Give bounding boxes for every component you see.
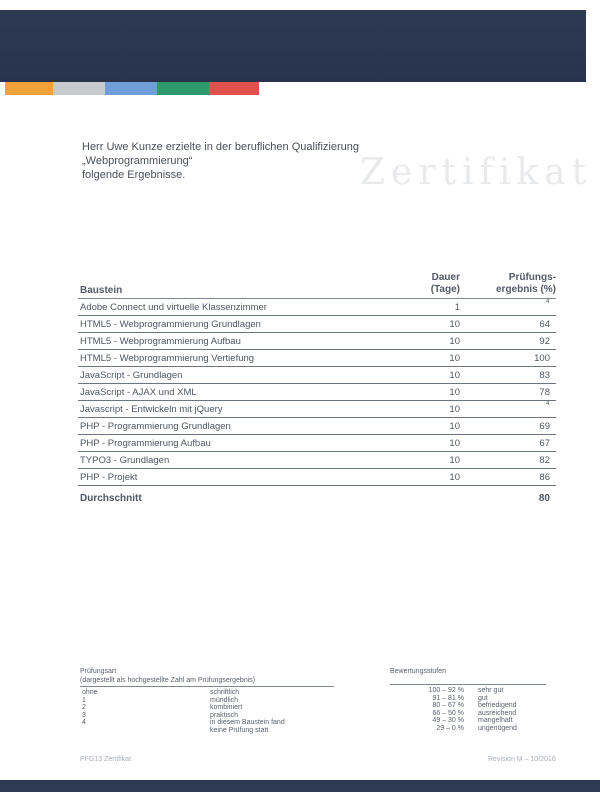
row-dauer: 10 [449, 370, 460, 381]
col-header-dauer-line2: (Tage) [430, 284, 460, 295]
table-row [78, 299, 556, 316]
row-dauer: 10 [449, 353, 460, 364]
intro-line-3: folgende Ergebnisse. [82, 169, 186, 181]
legend-pruefungsart-divider [80, 686, 334, 687]
color-strip-green [157, 82, 209, 95]
row-ergebnis: 67 [539, 438, 550, 449]
row-pruefungsart: 4 [546, 299, 550, 305]
footer-revision: Revision M – 10/2016 [488, 756, 556, 763]
legend-value: kombiniert [210, 704, 243, 711]
watermark: Zertifikat [360, 152, 593, 193]
legend-key: 4 [82, 719, 86, 726]
row-dauer: 10 [449, 472, 460, 483]
row-dauer: 10 [449, 455, 460, 466]
table-row [78, 316, 556, 333]
row-baustein: HTML5 - Webprogrammierung Vertiefung [80, 353, 255, 364]
row-baustein: Adobe Connect und virtuelle Klassenzimmer [80, 302, 267, 313]
row-ergebnis: 82 [539, 455, 550, 466]
row-dauer: 10 [449, 336, 460, 347]
row-ergebnis: 78 [539, 387, 550, 398]
row-pruefungsart: 4 [546, 401, 550, 407]
footer-document-id: PFG13 Zertifikat [80, 756, 131, 763]
row-dauer: 10 [449, 438, 460, 449]
list-item [80, 727, 334, 735]
row-baustein: PHP - Programmierung Grundlagen [80, 421, 231, 432]
grade-range: 29 – 0 % [436, 724, 464, 732]
average-value: 80 [538, 493, 550, 504]
color-strip-red [209, 82, 259, 95]
legend-bewertungsstufen-divider [390, 684, 546, 685]
legend-key: 1 [82, 696, 86, 704]
header-band [0, 10, 586, 82]
list-item [390, 695, 546, 703]
table-row [78, 367, 556, 384]
legend-key: 2 [82, 704, 86, 711]
row-dauer: 10 [449, 387, 460, 398]
col-header-ergebnis [478, 272, 556, 296]
footer-band [0, 780, 600, 792]
list-item [390, 702, 546, 710]
row-baustein: JavaScript - Grundlagen [80, 370, 183, 381]
table-row [78, 350, 556, 367]
row-dauer: 10 [449, 319, 460, 330]
legend-pruefungsart [80, 668, 334, 734]
legend-pruefungsart-subtitle: (dargestellt als hochgestellte Zahl am Prüfungsergebnis) [80, 677, 256, 684]
legend-pruefungsart-title: Prüfungsart [80, 668, 117, 675]
col-header-ergebnis-line2: ergebnis (%) [495, 284, 556, 295]
row-baustein: Javascript - Entwickeln mit jQuery [80, 404, 223, 415]
row-ergebnis: 86 [539, 472, 550, 483]
table-row [78, 401, 556, 418]
table-row [78, 384, 556, 401]
grade-range: 80 – 67 % [432, 702, 464, 709]
row-baustein: HTML5 - Webprogrammierung Grundlagen [80, 319, 261, 330]
row-baustein: PHP - Projekt [80, 472, 138, 483]
table-header [78, 268, 556, 298]
grade-label: ausreichend [478, 709, 517, 717]
grade-range: 100 – 92 % [428, 687, 464, 694]
list-item [80, 712, 334, 720]
grade-label: ungenügend [478, 724, 517, 732]
row-baustein: HTML5 - Webprogrammierung Aufbau [80, 336, 241, 347]
color-strip-blue [105, 82, 157, 95]
row-ergebnis: 64 [539, 319, 550, 330]
legend-value: keine Prüfung statt [210, 726, 269, 734]
grade-range: 91 – 81 % [432, 694, 464, 702]
intro-line-1: Herr Uwe Kunze erzielte in der beruflichen Qualifizierung [82, 141, 359, 153]
row-ergebnis: 83 [539, 370, 550, 381]
row-dauer: 10 [449, 404, 460, 415]
row-dauer: 10 [449, 421, 460, 432]
average-row [78, 488, 556, 506]
legend-value: schriftlich [210, 689, 240, 696]
intro-text [82, 140, 502, 182]
results-table [78, 268, 556, 506]
table-row [78, 418, 556, 435]
grade-label: sehr gut [478, 687, 504, 694]
list-item [390, 687, 546, 695]
average-label: Durchschnitt [80, 493, 142, 504]
grade-range: 49 – 30 % [432, 717, 464, 724]
list-item [80, 697, 334, 705]
list-item [390, 717, 546, 725]
col-header-baustein: Baustein [80, 285, 123, 296]
grade-range: 66 – 50 % [432, 709, 464, 717]
table-row [78, 333, 556, 350]
row-baustein: JavaScript - AJAX und XML [80, 387, 197, 398]
col-header-dauer-line1: Dauer [431, 272, 460, 283]
legend-value: in diesem Baustein fand [210, 719, 285, 726]
list-item [80, 719, 334, 727]
table-row [78, 435, 556, 452]
legend-key: 3 [82, 711, 86, 719]
legend-value: praktisch [210, 711, 239, 719]
table-row [78, 452, 556, 469]
color-strip-gray [53, 82, 105, 95]
table-row [78, 469, 556, 486]
legend-value: mündlich [210, 696, 239, 704]
list-item [80, 689, 334, 697]
row-baustein: PHP - Programmierung Aufbau [80, 438, 211, 449]
intro-line-2: „Webprogrammierung“ [82, 155, 193, 167]
legend-bewertungsstufen-title: Bewertungsstufen [390, 668, 447, 675]
color-strip-orange [5, 82, 53, 95]
list-item [80, 704, 334, 712]
list-item [390, 710, 546, 718]
row-dauer: 1 [454, 302, 460, 313]
grade-label: befriedigend [478, 702, 517, 709]
col-header-ergebnis-line1: Prüfungs- [508, 272, 556, 283]
row-ergebnis: 92 [539, 336, 550, 347]
grade-label: gut [478, 694, 488, 702]
col-header-dauer [406, 272, 460, 296]
list-item [390, 725, 546, 733]
row-baustein: TYPO3 - Grundlagen [80, 455, 170, 466]
legend-bewertungsstufen [390, 668, 546, 732]
legend-key: ohne [82, 689, 98, 696]
row-ergebnis: 69 [539, 421, 550, 432]
grade-label: mangelhaft [478, 717, 513, 724]
row-ergebnis: 100 [534, 353, 550, 364]
